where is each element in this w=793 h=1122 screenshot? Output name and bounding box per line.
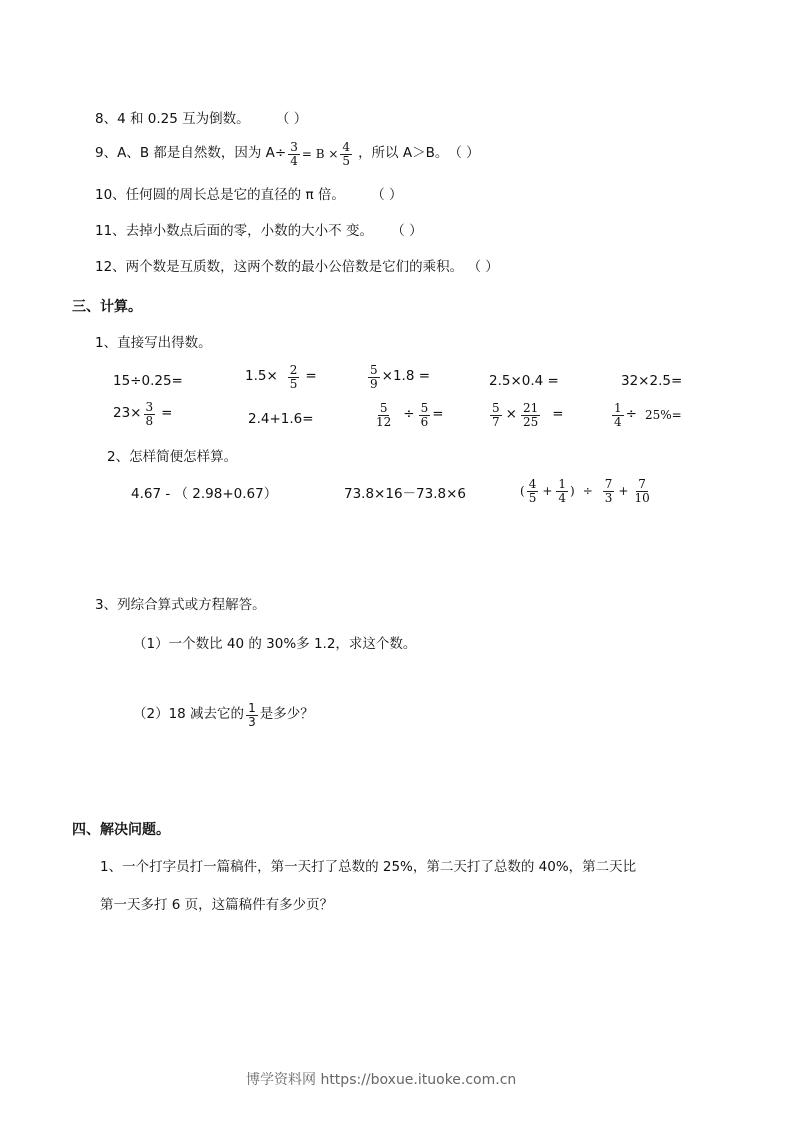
- calc-r1-c3: $\frac{5}{9}$ ×1.8 =: [370, 363, 431, 391]
- fraction: $\frac{5}{6}$: [420, 401, 429, 429]
- q2-title: 2、怎样简便怎样算。: [107, 449, 238, 465]
- section-title-problems: 四、解决问题。: [72, 822, 170, 838]
- section-title-calc: 三、计算。: [72, 299, 142, 315]
- item-text: 8、4 和 0.25 互为倒数。: [95, 111, 250, 127]
- fraction: $\frac{5}{9}$: [370, 363, 378, 391]
- answer-bracket: （ ）: [448, 145, 480, 162]
- calc-r1-c4: 2.5×0.4 =: [489, 373, 559, 389]
- problem-1-line-1: 1、一个打字员打一篇稿件，第一天打了总数的 25%，第二天打了总数的 40%，第二天比: [100, 859, 637, 875]
- fraction: $\frac{21}{25}$: [522, 401, 539, 429]
- calc-r2-c1: 23× $\frac{3}{8}$ =: [113, 400, 173, 428]
- footer-watermark: 博学资料网 https://boxue.ituoke.com.cn: [246, 1072, 517, 1088]
- q1-title: 1、直接写出得数。: [95, 335, 212, 351]
- answer-bracket: （ ）: [371, 187, 403, 203]
- fraction: $\frac{1}{4}$: [614, 401, 622, 429]
- answer-bracket: （ ）: [467, 259, 499, 275]
- fraction: $\frac{5}{7}$: [492, 401, 500, 429]
- item-text: ，所以 A＞B。: [358, 145, 449, 162]
- fraction: $\frac{3}{8}$: [145, 400, 154, 428]
- fraction: $\frac{2}{5}$: [289, 363, 298, 391]
- problem-1-line-2: 第一天多打 6 页，这篇稿件有多少页？: [100, 897, 334, 913]
- q3-title: 3、列综合算式或方程解答。: [95, 597, 266, 613]
- answer-bracket: （ ）: [391, 223, 423, 239]
- fraction: $\frac{5}{12}$: [376, 401, 392, 429]
- judge-item-12: [95, 261, 499, 275]
- fraction: $\frac{7}{3}$: [604, 477, 613, 505]
- calc-r2-c4: $\frac{5}{7}$ × $\frac{21}{25}$ =: [492, 401, 564, 429]
- judge-item-9: [95, 141, 480, 167]
- calc-r1-c2: 1.5× $\frac{2}{5}$ =: [245, 363, 317, 391]
- simplify-expr-2: 73.8×16－73.8×6: [344, 486, 467, 502]
- answer-bracket: （ ）: [275, 111, 308, 127]
- item-text: 9、A、B 都是自然数，因为 A÷: [95, 145, 287, 162]
- item-text: 10、任何圆的周长总是它的直径的 π 倍。: [95, 187, 345, 203]
- calc-r1-c1: 15÷0.25=: [113, 373, 183, 389]
- simplify-expr-3: ( $\frac{4}{5}$ + $\frac{1}{4}$ ) ÷ $\frac{7}{3}$ + $\frac{7}{10}$: [520, 477, 650, 505]
- item-text: = B ×: [301, 147, 339, 162]
- simplify-expr-1: 4.67 - （ 2.98+0.67）: [131, 486, 278, 502]
- calc-r2-c5: $\frac{1}{4}$ ÷ 25%=: [614, 401, 682, 429]
- fraction: $\frac{7}{10}$: [634, 477, 650, 505]
- calc-r2-c2: 2.4+1.6=: [248, 411, 314, 427]
- q3-part1: （1）一个数比 40 的 30%多 1.2，求这个数。: [133, 636, 417, 652]
- fraction: $\frac{4}{5}$: [342, 140, 351, 168]
- judge-item-11: [95, 225, 423, 239]
- judge-item-8: [95, 113, 307, 127]
- calc-r1-c5: 32×2.5=: [621, 373, 683, 389]
- fraction: $\frac{4}{5}$: [528, 477, 537, 505]
- fraction: $\frac{1}{4}$: [558, 477, 567, 505]
- item-text: 11、去掉小数点后面的零，小数的大小不 变。: [95, 223, 373, 239]
- fraction: $\frac{1}{3}$: [248, 701, 256, 729]
- fraction: $\frac{3}{4}$: [290, 140, 298, 168]
- q3-part2: （2）18 减去它的 $\frac{1}{3}$ 是多少？: [133, 701, 314, 729]
- calc-r2-c3: $\frac{5}{12}$ ÷ $\frac{5}{6}$ =: [376, 401, 444, 429]
- judge-item-10: [95, 189, 402, 203]
- item-text: 12、两个数是互质数，这两个数的最小公倍数是它们的乘积。: [95, 259, 464, 275]
